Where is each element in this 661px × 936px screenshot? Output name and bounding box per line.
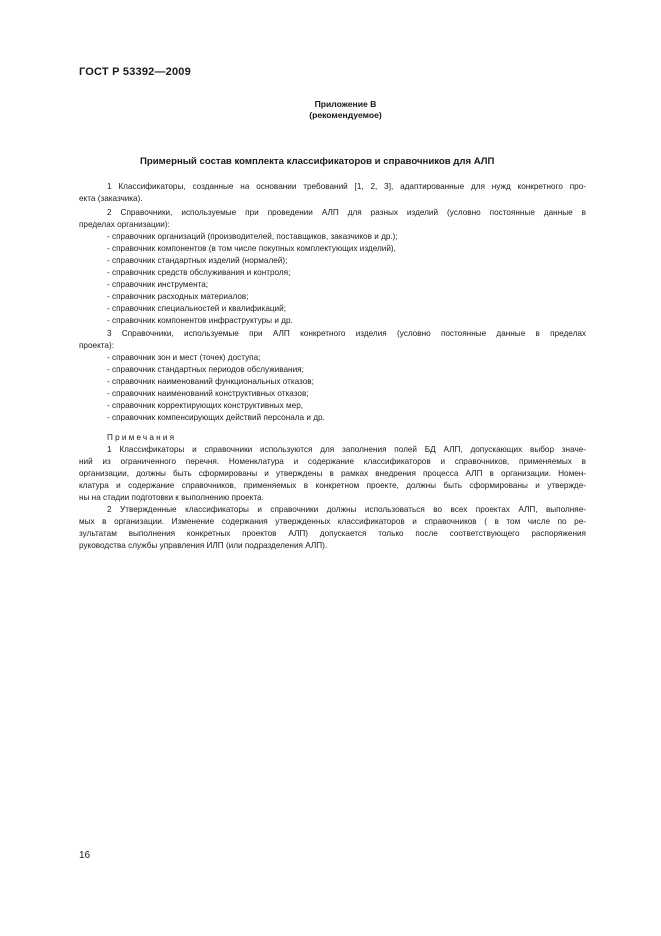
note-line: 1 Классификаторы и справочники используются для заполнения полей БД АЛП, допускающих выбор значе-: [107, 445, 586, 454]
paragraph-line: екта (заказчика).: [79, 194, 143, 203]
list-item: - справочник инструмента;: [107, 280, 209, 289]
annex-heading: [0, 99, 661, 121]
paragraph-line: 3 Справочники, используемые при АЛП конкретного изделия (условно постоянные данные в пределах: [107, 329, 586, 338]
list-item: - справочник средств обслуживания и контроля;: [107, 268, 291, 277]
list-item: - справочник стандартных периодов обслуживания;: [107, 365, 304, 374]
note-line: ны на стадии подготовки к выполнению проекта.: [79, 493, 264, 502]
list-item: - справочник корректирующих конструктивных мер,: [107, 401, 304, 410]
list-item: - справочник наименований конструктивных отказов;: [107, 389, 309, 398]
note-line: организации, должны быть сформированы и утверждены в рамках внедрения процесса АЛП в организации. Номен-: [79, 469, 586, 478]
notes-heading: Примечания: [107, 433, 177, 442]
list-item: - справочник компонентов инфраструктуры и др.: [107, 316, 293, 325]
paragraph-line: проекта):: [79, 341, 114, 350]
list-item: - справочник компенсирующих действий персонала и др.: [107, 413, 325, 422]
list-item: - справочник стандартных изделий (нормалей);: [107, 256, 288, 265]
paragraph-line: 2 Справочники, используемые при проведении АЛП для разных изделий (условно постоянные данные в: [107, 208, 586, 217]
note-line: клатура и содержание справочников, применяемых в конкретном проекте, должны быть сформированы и утвержде-: [79, 481, 586, 490]
note-line: зультатам выполнения конкретных проектов АЛП) допускается только после соответствующего распоряжения: [79, 529, 586, 538]
document-header: ГОСТ Р 53392—2009: [79, 66, 191, 78]
list-item: - справочник зон и мест (точек) доступа;: [107, 353, 261, 362]
section-title: Примерный состав комплекта классификаторов и справочников для АЛП: [140, 156, 495, 167]
list-item: - справочник расходных материалов;: [107, 292, 249, 301]
page-number: 16: [79, 850, 91, 861]
list-item: - справочник компонентов (в том числе покупных комплектующих изделий),: [107, 244, 396, 253]
list-item: - справочник наименований функциональных отказов;: [107, 377, 314, 386]
note-line: руководства службы управления ИЛП (или подразделения АЛП).: [79, 541, 328, 550]
list-item: - справочник организаций (производителей, поставщиков, заказчиков и др.);: [107, 232, 398, 241]
note-line: 2 Утвержденные классификаторы и справочники должны использоваться во всех проектах АЛП, выполняе-: [107, 505, 586, 514]
list-item: - справочник специальностей и квалификаций;: [107, 304, 286, 313]
note-line: мых в организации. Изменение содержания утвержденных классификаторов и справочников ( в том числе по ре-: [79, 517, 586, 526]
paragraph-line: 1 Классификаторы, созданные на основании требований [1, 2, 3], адаптированные для нужд конкретного про-: [107, 182, 586, 191]
annex-status: (рекомендуемое): [309, 110, 382, 120]
paragraph-line: пределах организации):: [79, 220, 170, 229]
annex-title: Приложение В: [314, 99, 377, 109]
note-line: ний из ограниченного перечня. Номенклатура и содержание классификаторов и справочников, применяемых в: [79, 457, 586, 466]
